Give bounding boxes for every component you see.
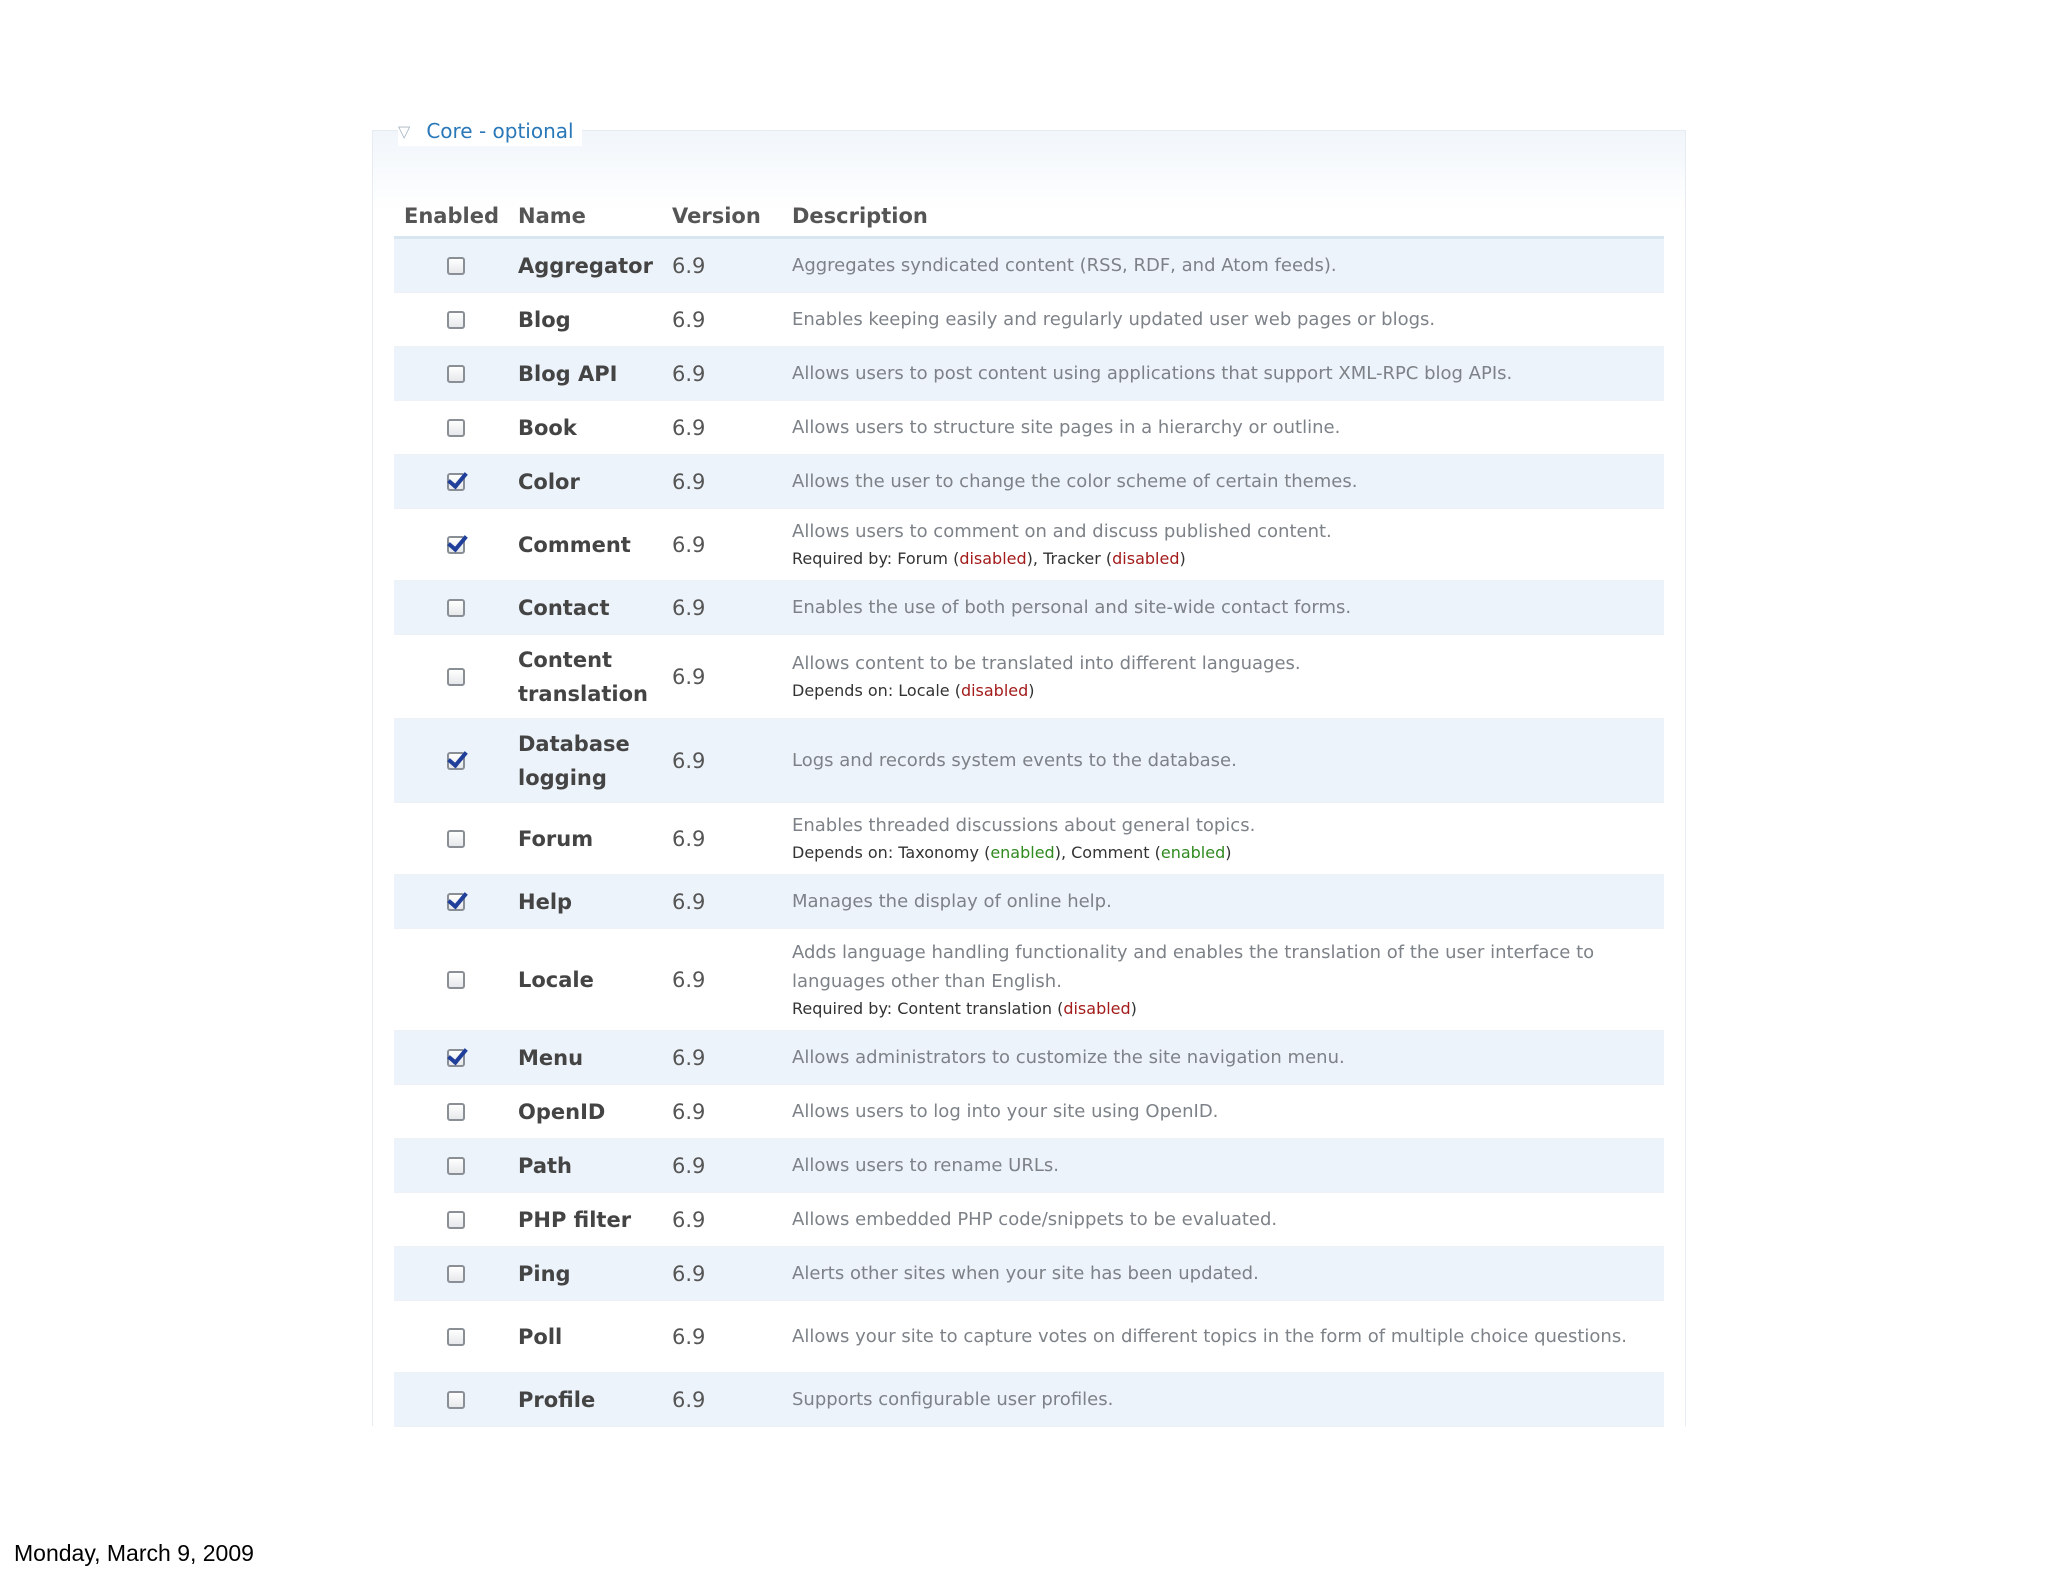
module-description: Allows content to be translated into different languages. [792, 653, 1301, 674]
module-name: Color [518, 469, 580, 494]
footer-date: Monday, March 9, 2009 [14, 1540, 254, 1566]
module-version: 6.9 [672, 826, 706, 851]
module-name: OpenID [518, 1099, 606, 1124]
dependency-prefix: Required by: [792, 549, 893, 568]
enabled-checkbox[interactable] [447, 1103, 465, 1121]
module-name: Aggregator [518, 253, 653, 278]
enabled-cell [394, 1210, 518, 1230]
module-description-cell [792, 467, 1664, 496]
dependency-status: disabled [959, 549, 1027, 568]
enabled-checkbox[interactable] [447, 752, 465, 770]
dependency-status: enabled [1160, 843, 1226, 862]
table-row [394, 1301, 1664, 1373]
dependency-module: Taxonomy [898, 843, 979, 862]
enabled-checkbox[interactable] [447, 893, 465, 911]
enabled-cell [394, 256, 518, 276]
module-name: Menu [518, 1045, 584, 1070]
module-description: Manages the display of online help. [792, 891, 1112, 912]
module-name: Path [518, 1153, 572, 1178]
table-row [394, 929, 1664, 1031]
enabled-cell [394, 1264, 518, 1284]
module-version: 6.9 [672, 1387, 706, 1412]
module-description: Allows your site to capture votes on different topics in the form of multiple choice questions. [792, 1326, 1627, 1347]
module-description: Enables keeping easily and regularly updated user web pages or blogs. [792, 309, 1436, 330]
module-version: 6.9 [672, 748, 706, 773]
module-description-cell [792, 887, 1664, 916]
module-name: Blog [518, 307, 571, 332]
table-row [394, 1247, 1664, 1301]
module-description-cell [792, 811, 1664, 866]
module-description: Supports configurable user profiles. [792, 1389, 1114, 1410]
module-name: Contact [518, 595, 610, 620]
header-version: Version [672, 204, 761, 228]
enabled-cell [394, 1048, 518, 1068]
header-name: Name [518, 204, 586, 228]
dependency-module: Content translation [897, 998, 1052, 1018]
module-dependency-line: Required by: Content translation (disabled) [792, 998, 1137, 1018]
dependency-status: disabled [960, 681, 1029, 700]
enabled-cell [394, 892, 518, 912]
module-description: Logs and records system events to the database. [792, 750, 1237, 771]
enabled-checkbox[interactable] [447, 971, 465, 989]
module-description: Allows users to comment on and discuss published content. [792, 521, 1332, 542]
module-description: Allows users to rename URLs. [792, 1155, 1059, 1176]
module-description-cell [792, 251, 1664, 280]
module-version: 6.9 [672, 307, 706, 332]
module-description-cell [792, 517, 1664, 572]
table-row [394, 803, 1664, 875]
enabled-cell [394, 1156, 518, 1176]
module-description-cell [792, 413, 1664, 442]
enabled-checkbox[interactable] [447, 668, 465, 686]
dependency-module: Locale [898, 681, 950, 700]
module-description: Adds language handling functionality and enables the translation of the user interface to languages other than English. [792, 941, 1595, 992]
enabled-cell [394, 535, 518, 555]
table-row [394, 1139, 1664, 1193]
table-row [394, 1085, 1664, 1139]
enabled-checkbox[interactable] [447, 830, 465, 848]
module-description: Alerts other sites when your site has been updated. [792, 1263, 1259, 1284]
table-row [394, 455, 1664, 509]
table-row [394, 719, 1664, 803]
module-description-cell [792, 1259, 1664, 1288]
dependency-status: disabled [1112, 549, 1180, 568]
fieldset-legend[interactable] [398, 116, 582, 146]
enabled-cell [394, 1327, 518, 1347]
module-description: Allows the user to change the color scheme of certain themes. [792, 471, 1358, 492]
enabled-cell [394, 364, 518, 384]
module-description: Allows embedded PHP code/snippets to be evaluated. [792, 1209, 1278, 1230]
module-name: Ping [518, 1261, 571, 1286]
module-description: Aggregates syndicated content (RSS, RDF, and Atom feeds). [792, 255, 1337, 276]
enabled-checkbox[interactable] [447, 599, 465, 617]
enabled-cell [394, 310, 518, 330]
table-row [394, 509, 1664, 581]
module-name: Help [518, 889, 573, 914]
enabled-cell [394, 418, 518, 438]
table-row [394, 347, 1664, 401]
module-version: 6.9 [672, 1261, 706, 1286]
module-dependency-line: Required by: Forum (disabled), Tracker (disabled) [792, 549, 1186, 568]
dependency-prefix: Depends on: [792, 681, 894, 700]
module-name: Blog API [518, 361, 618, 386]
enabled-cell [394, 667, 518, 687]
module-name: Profile [518, 1387, 596, 1412]
table-row [394, 1031, 1664, 1085]
dependency-module: Tracker [1043, 549, 1101, 568]
module-name: Database logging [518, 731, 630, 790]
module-description-cell [792, 359, 1664, 388]
enabled-checkbox[interactable] [447, 257, 465, 275]
dependency-prefix: Required by: [792, 998, 893, 1018]
header-enabled: Enabled [404, 204, 499, 228]
dependency-status: disabled [1063, 998, 1131, 1018]
dependency-module: Forum [897, 549, 948, 568]
table-row [394, 581, 1664, 635]
module-version: 6.9 [672, 967, 706, 992]
table-row [394, 635, 1664, 719]
module-description-cell [792, 1205, 1664, 1234]
module-description-cell [792, 1322, 1664, 1351]
enabled-checkbox[interactable] [447, 1049, 465, 1067]
module-version: 6.9 [672, 532, 706, 557]
module-description-cell [792, 649, 1664, 704]
module-description-cell [792, 1385, 1664, 1414]
dependency-status: enabled [990, 843, 1055, 862]
enabled-cell [394, 751, 518, 771]
module-version: 6.9 [672, 1207, 706, 1232]
module-name: Poll [518, 1324, 563, 1349]
enabled-cell [394, 1390, 518, 1410]
table-body [394, 239, 1664, 1427]
enabled-checkbox[interactable] [447, 536, 465, 554]
enabled-cell [394, 1102, 518, 1122]
module-description: Allows administrators to customize the site navigation menu. [792, 1047, 1345, 1068]
enabled-checkbox[interactable] [447, 1391, 465, 1409]
header-description: Description [792, 204, 928, 228]
dependency-module: Comment [1071, 843, 1150, 862]
enabled-checkbox[interactable] [447, 365, 465, 383]
enabled-cell [394, 829, 518, 849]
table-row [394, 875, 1664, 929]
module-version: 6.9 [672, 1324, 706, 1349]
enabled-checkbox[interactable] [447, 1328, 465, 1346]
enabled-checkbox[interactable] [447, 311, 465, 329]
module-description-cell [792, 593, 1664, 622]
enabled-cell [394, 472, 518, 492]
enabled-cell [394, 598, 518, 618]
module-description: Enables threaded discussions about general topics. [792, 815, 1256, 836]
module-dependency-line: Depends on: Taxonomy (enabled), Comment (enabled) [792, 843, 1232, 862]
module-name: Forum [518, 826, 594, 851]
module-name: Book [518, 415, 577, 440]
module-description-cell [792, 746, 1664, 775]
enabled-cell [394, 970, 518, 990]
table-row [394, 293, 1664, 347]
module-version: 6.9 [672, 595, 706, 620]
module-name: Content translation [518, 647, 648, 706]
module-version: 6.9 [672, 664, 706, 689]
enabled-checkbox[interactable] [447, 473, 465, 491]
module-version: 6.9 [672, 1045, 706, 1070]
module-description: Allows users to structure site pages in a hierarchy or outline. [792, 417, 1341, 438]
module-description: Allows users to log into your site using OpenID. [792, 1101, 1219, 1122]
module-version: 6.9 [672, 469, 706, 494]
module-version: 6.9 [672, 1099, 706, 1124]
module-description: Allows users to post content using applications that support XML-RPC blog APIs. [792, 363, 1513, 384]
table-row [394, 239, 1664, 293]
modules-table [394, 196, 1664, 1427]
module-name: Comment [518, 532, 631, 557]
module-description-cell [792, 305, 1664, 334]
module-description-cell [792, 1043, 1664, 1072]
module-version: 6.9 [672, 253, 706, 278]
module-version: 6.9 [672, 889, 706, 914]
table-header [394, 196, 1664, 239]
module-description-cell [792, 1151, 1664, 1180]
module-dependency-line: Depends on: Locale (disabled) [792, 681, 1035, 700]
enabled-checkbox[interactable] [447, 1211, 465, 1229]
module-version: 6.9 [672, 361, 706, 386]
enabled-checkbox[interactable] [447, 1265, 465, 1283]
module-version: 6.9 [672, 415, 706, 440]
collapse-triangle-icon[interactable]: ▽ [398, 121, 411, 141]
module-name: Locale [518, 967, 594, 992]
dependency-prefix: Depends on: [792, 843, 894, 862]
module-description-cell [792, 938, 1664, 1022]
table-row [394, 1373, 1664, 1427]
module-description-cell [792, 1097, 1664, 1126]
enabled-checkbox[interactable] [447, 419, 465, 437]
module-description: Enables the use of both personal and site-wide contact forms. [792, 597, 1352, 618]
fieldset-title-link[interactable]: Core - optional [426, 119, 574, 143]
table-row [394, 401, 1664, 455]
module-version: 6.9 [672, 1153, 706, 1178]
table-row [394, 1193, 1664, 1247]
enabled-checkbox[interactable] [447, 1157, 465, 1175]
module-name: PHP filter [518, 1207, 632, 1232]
